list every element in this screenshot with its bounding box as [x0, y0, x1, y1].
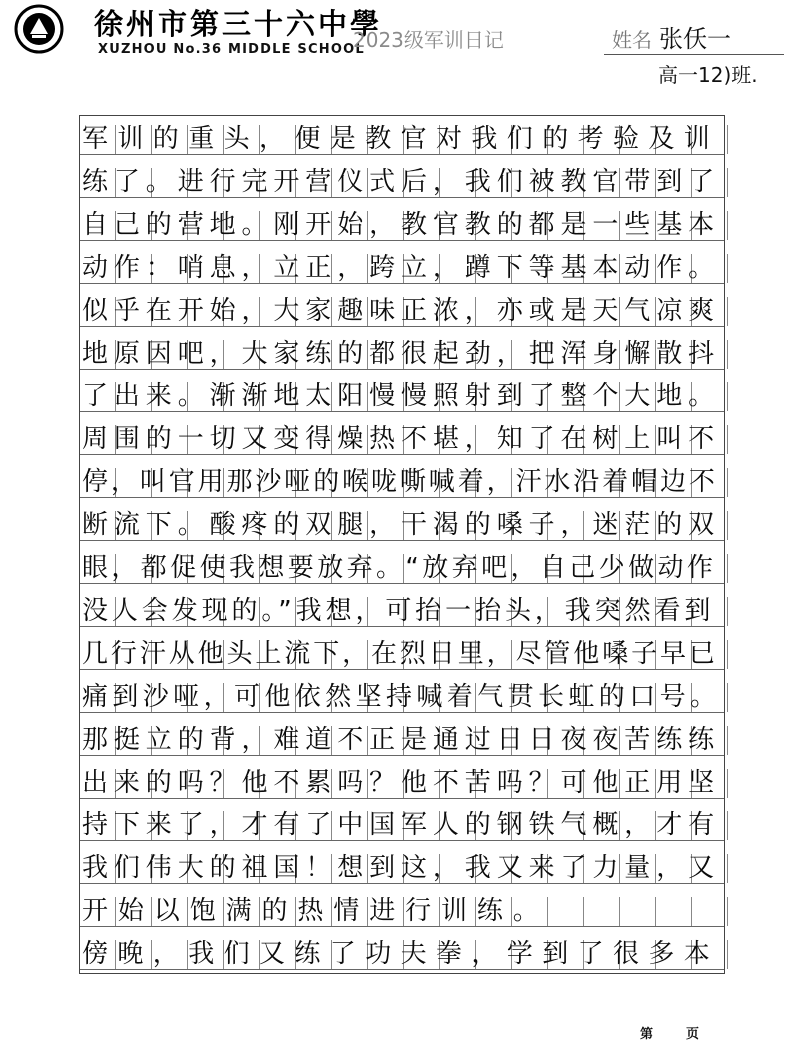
diary-line-row: [80, 340, 724, 370]
student-class: 高一12)班.: [658, 63, 758, 87]
diary-line-row: [80, 554, 724, 584]
grid-cell: [620, 897, 656, 926]
diary-line-row: [80, 726, 724, 756]
diary-line-row: [80, 854, 724, 884]
name-underline: [604, 54, 784, 55]
diary-line-row: [80, 168, 724, 198]
diary-line-row: [80, 468, 724, 498]
school-name-en: XUZHOU No.36 MIDDLE SCHOOL: [98, 42, 365, 57]
diary-line-row: [80, 382, 724, 412]
diary-line-text: 傍晚，我们又练了功夫拳，学到了很多本: [82, 939, 720, 970]
diary-line-text: 地原因吧，大家练的都很起劲，把浑身懈散抖: [82, 338, 721, 369]
diary-line-text: 似乎在开始，大家趣味正浓，亦或是天气凉爽: [82, 295, 721, 326]
diary-line-row: [80, 597, 724, 627]
school-logo-icon: [14, 4, 64, 54]
diary-line-row: [80, 769, 724, 799]
student-name: 张仸一: [659, 25, 731, 53]
writing-grid: [79, 115, 725, 974]
name-label: 姓名: [612, 28, 652, 52]
diary-line-row: [80, 211, 724, 241]
diary-line-text: 军训的重头，便是教官对我们的考验及训: [82, 124, 720, 154]
grid-cell: [692, 897, 728, 926]
diary-line-text: 痛到沙哑，可他依然坚持喊着气贯长虹的口号。: [82, 681, 721, 712]
school-name-cn: 徐州市第三十六中學: [94, 7, 383, 41]
diary-line-text: 出来的吗？他不累吗？他不苦吗？可他正用坚: [82, 767, 721, 798]
diary-line-text: 我们伟大的祖国！想到这，我又来了力量，又: [82, 853, 721, 884]
diary-line-row: [80, 897, 724, 927]
diary-line-row: [80, 125, 724, 155]
diary-line-text: 眼，都促使我想要放弃。“放弃吧，自己少做动作: [82, 553, 717, 583]
diary-line-row: [80, 940, 724, 970]
page-label-ye: 页: [686, 1027, 700, 1042]
diary-line-text: 周围的一切又变得燥热不堪，知了在树上叫不: [82, 424, 721, 455]
diary-line-text: 没人会发现的。”我想，可抬一抬头，我突然看到: [82, 595, 715, 626]
diary-line-row: [80, 640, 724, 670]
diary-line-text: 断流下。酸疼的双腿，干渴的嗓子，迷茫的双: [82, 510, 721, 541]
grid-cell: [584, 897, 620, 926]
diary-line-row: [80, 511, 724, 541]
diary-line-text: 自己的营地。刚开始，教官教的都是一些基本: [82, 209, 721, 240]
document-title: 2023级军训日记: [353, 28, 504, 52]
diary-line-row: [80, 811, 724, 841]
diary-line-text: 练了。进行完开营仪式后，我们被教官带到了: [82, 166, 721, 197]
diary-line-row: [80, 425, 724, 455]
grid-cell: [656, 897, 692, 926]
diary-line-text: 了出来。渐渐地太阳慢慢照射到了整个大地。: [82, 381, 721, 412]
grid-cell: [548, 897, 584, 926]
diary-line-text: 持下来了，才有了中国军人的钢铁气概，才有: [82, 810, 721, 841]
diary-line-row: [80, 254, 724, 284]
diary-line-text: 开始以饱满的热情进行训练。: [82, 896, 549, 927]
page-label-di: 第: [640, 1027, 654, 1042]
diary-line-text: 停，叫官用那沙哑的喉咙嘶喊着，汗水沿着帽边不: [82, 467, 718, 498]
diary-line-text: 几行汗从他头上流下，在烈日里，尽管他嗓子早已: [82, 638, 718, 669]
diary-line-row: [80, 683, 724, 713]
diary-line-text: 动作：哨息，立正，跨立，蹲下等基本动作。: [82, 252, 721, 283]
diary-line-row: [80, 297, 724, 327]
diary-line-text: 那挺立的背，难道不正是通过日日夜夜苦练练: [82, 724, 721, 755]
